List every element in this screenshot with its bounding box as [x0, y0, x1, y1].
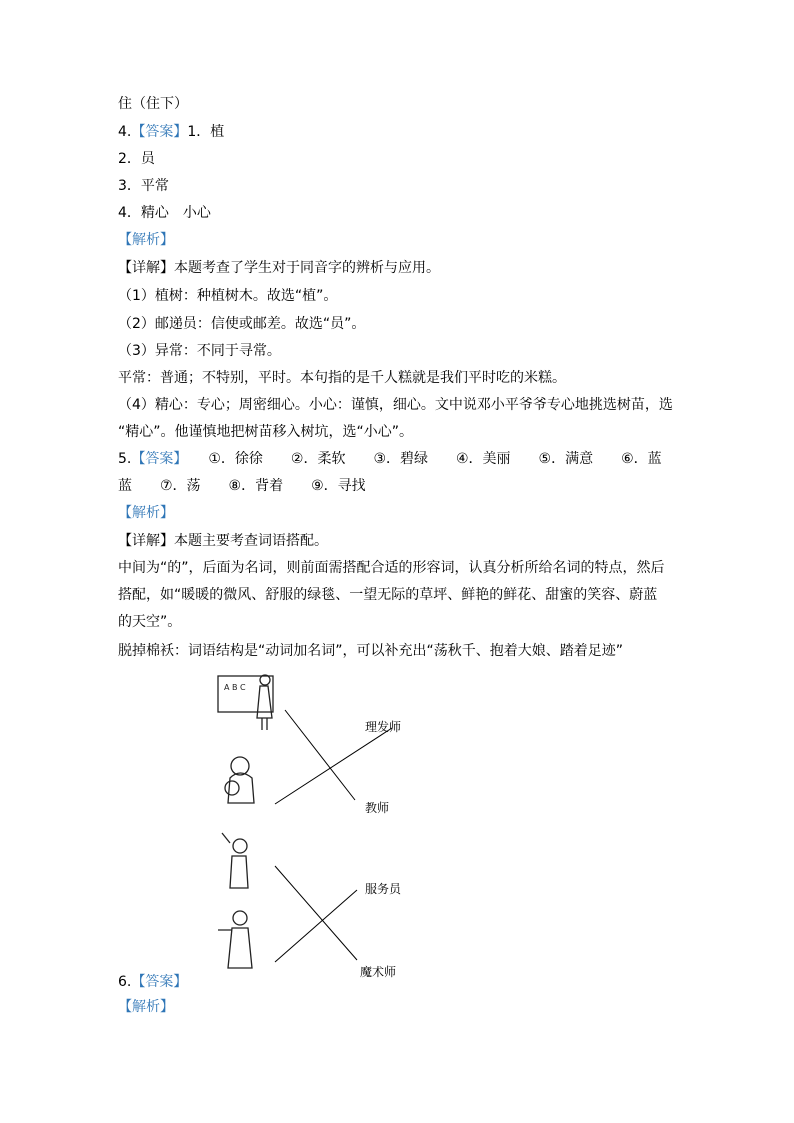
answer-tag: 【答案】 [131, 974, 188, 990]
text-line: 2．员 [118, 151, 155, 167]
text-line: 的天空”。 [118, 614, 182, 630]
label-barber: 理发师 [365, 720, 402, 734]
matching-figure [210, 668, 425, 993]
waiter-icon [233, 911, 247, 925]
analysis-tag: 【解析】 [118, 232, 174, 248]
answer-text: 1．植 [187, 124, 225, 140]
text-line: 3．平常 [118, 178, 169, 194]
text-line: 搭配，如“暖暖的微风、舒服的绿毯、一望无际的草坪、鲜艳的鲜花、甜蜜的笑容、蔚蓝 [118, 587, 658, 603]
q-number: 6. [118, 974, 132, 990]
answer-6 [118, 973, 187, 991]
q-number: 5. [118, 451, 132, 467]
text-line: （2）邮递员：信使或邮差。故选“员”。 [118, 316, 366, 332]
text-line: “精心”。他谨慎地把树苗移入树坑，选“小心”。 [118, 424, 414, 440]
text-line: 住（住下） [118, 96, 188, 112]
label-magician: 魔术师 [360, 965, 397, 979]
analysis-tag: 【解析】 [118, 505, 174, 521]
text-line: 蓝 ⑦．荡 ⑧．背着 ⑨．寻找 [118, 478, 366, 494]
text-line: （4）精心：专心；周密细心。小心：谨慎，细心。文中说邓小平爷爷专心地挑选树苗，选 [118, 397, 673, 413]
magician-icon [233, 839, 247, 853]
answer-5 [118, 450, 662, 468]
q-number: 4. [118, 124, 132, 140]
answer-tag: 【答案】 [131, 124, 188, 140]
text-line: 【详解】本题考查了学生对于同音字的辨析与应用。 [118, 260, 440, 276]
answer-text: ①．徐徐 ②．柔软 ③．碧绿 ④．美丽 ⑤．满意 ⑥．蓝 [180, 451, 662, 467]
matching-lines [275, 710, 392, 962]
analysis-tag: 【解析】 [118, 999, 174, 1015]
text-line: （1）植树：种植树木。故选“植”。 [118, 288, 338, 304]
svg-text:A B C: A B C [224, 683, 246, 692]
text-line: 4．精心 小心 [118, 205, 211, 221]
blackboard-icon [218, 676, 273, 712]
label-waiter: 服务员 [365, 882, 402, 896]
figure-drawing [210, 668, 425, 993]
answer-tag: 【答案】 [131, 451, 181, 467]
answer-4 [118, 123, 224, 141]
text-line: 平常：普通；不特别，平时。本句指的是千人糕就是我们平时吃的米糕。 [118, 370, 566, 386]
label-teacher: 教师 [365, 801, 390, 815]
text-line: 脱掉棉袄：词语结构是“动词加名词”，可以补充出“荡秋千、抱着大娘、踏着足迹” [118, 643, 624, 659]
text-line: 中间为“的”，后面为名词，则前面需搭配合适的形容词，认真分析所给名词的特点，然后 [118, 560, 665, 576]
text-line: 【详解】本题主要考查词语搭配。 [118, 533, 328, 549]
text-line: （3）异常：不同于寻常。 [118, 343, 281, 359]
barber-icon [231, 757, 249, 775]
